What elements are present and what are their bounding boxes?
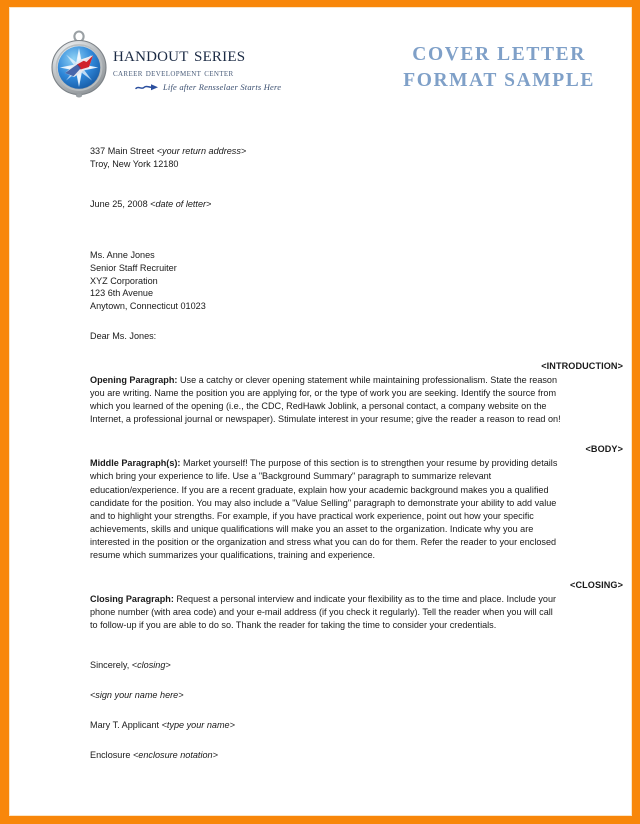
- paragraph-text-body: Market yourself! The purpose of this section is to strengthen your resume by providing details which bring your experience to life. Use a "Background Summary" paragraph to summarize relevant education/experience. If you are a recent graduate, explain how your academic background makes you a qualified candidate for the position. You may also include a "Value Selling" paragraph to demonstrate your ability to add value and to highlight your strengths. For example, if you have practical work experience, point out how your specific achievements, skills and unique qualifications will make you an asset to the organization. Indicate why you are interested in the position or the organization and stress what you can do for them. Refer the reader to your enclosed resume which summarizes your qualifications, training and experience.: [90, 458, 558, 560]
- paragraph-lead-body: Middle Paragraph(s):: [90, 458, 181, 469]
- paragraph-closing: [90, 593, 561, 632]
- enclosure-placeholder: <enclosure notation>: [132, 750, 218, 760]
- spacer: [90, 632, 561, 659]
- recipient-line: Anytown, Connecticut 01023: [90, 301, 206, 312]
- enclosure-text: Enclosure: [90, 750, 133, 760]
- date-placeholder: <date of letter>: [150, 198, 212, 209]
- paragraph-introduction: [90, 374, 561, 426]
- paragraph-text-closing: Request a personal interview and indicate your flexibility as to the time and place. Include your phone number (with area code) and your e-mail address (if you check it regularly). Tell the reader when you will call to follow-up if you are able to do so. Thank the reader for taking the time to consider your credentials.: [90, 594, 557, 631]
- brand-tagline-row: [113, 82, 281, 92]
- brand-title: handout series: [113, 42, 246, 66]
- sincerely-line: [90, 659, 561, 672]
- letter-body: [10, 118, 631, 762]
- section-tag-body: <BODY>: [585, 444, 623, 455]
- recipient-line: Senior Staff Recruiter: [90, 262, 177, 273]
- recipient-line: 123 6th Avenue: [90, 288, 154, 299]
- brand-text-block: [113, 30, 281, 92]
- paragraph-lead-introduction: Opening Paragraph:: [90, 375, 178, 386]
- spacer: [90, 118, 561, 145]
- page-title-line2: FORMAT SAMPLE: [403, 69, 595, 91]
- return-address-placeholder: <your return address>: [156, 146, 247, 156]
- paragraph-lead-closing: Closing Paragraph:: [90, 594, 174, 604]
- arrow-right-icon: [135, 83, 161, 91]
- spacer: [90, 238, 561, 249]
- brand-subtitle: career development center: [113, 68, 234, 79]
- date-value: June 25, 2008: [90, 198, 151, 209]
- paragraph-text-introduction: Use a catchy or clever opening statement while maintaining professionalism. State the reason you are writing. Name the position you are applying for, or the type of work you are seeking. Identify the source from which you learned of the opening (i.e., the CDC, RedHawk Joblink, a personal contact, a company website on the Internet, a professional journal or newspaper). Stimulate interest in your resume; give the reader a reason to read on!: [90, 375, 561, 425]
- typed-name-placeholder: <type your name>: [161, 720, 235, 731]
- recipient-line: Ms. Anne Jones: [90, 249, 155, 260]
- typed-name-text: Mary T. Applicant: [90, 720, 162, 731]
- paragraph-body: [90, 457, 561, 562]
- date-line: [90, 198, 561, 211]
- section-tag-closing: <CLOSING>: [570, 580, 623, 591]
- return-address-block: [90, 145, 561, 171]
- compass-medallion-icon: [48, 28, 110, 98]
- return-address-street: 337 Main Street: [90, 146, 157, 156]
- page-title: [403, 42, 595, 93]
- brand-block: [48, 30, 281, 98]
- section-tag-introduction: <INTRODUCTION>: [541, 361, 623, 372]
- recipient-line: XYZ Corporation: [90, 275, 158, 286]
- date-block: [90, 198, 561, 211]
- typed-name-line: [90, 719, 561, 732]
- spacer: [90, 313, 561, 330]
- spacer: [90, 211, 561, 238]
- brand-tagline: Life after Rensselaer Starts Here: [163, 82, 282, 92]
- page-title-line1: COVER LETTER: [412, 44, 586, 65]
- spacer: [90, 672, 561, 689]
- letter-page: [9, 7, 632, 816]
- enclosure-line: [90, 749, 561, 762]
- return-address-line-2: Troy, New York 12180: [90, 158, 179, 169]
- sincerely-placeholder: <closing>: [131, 660, 171, 671]
- return-address-line-1: [90, 145, 561, 158]
- letterhead: [10, 8, 631, 118]
- spacer: [90, 343, 561, 360]
- sincerely-text: Sincerely,: [90, 660, 132, 671]
- signature-placeholder: <sign your name here>: [90, 690, 184, 701]
- recipient-block: [90, 249, 561, 314]
- spacer: [90, 732, 561, 749]
- spacer: [90, 702, 561, 719]
- spacer: [90, 171, 561, 198]
- salutation: Dear Ms. Jones:: [90, 331, 157, 342]
- spacer: [90, 426, 561, 443]
- spacer: [90, 562, 561, 579]
